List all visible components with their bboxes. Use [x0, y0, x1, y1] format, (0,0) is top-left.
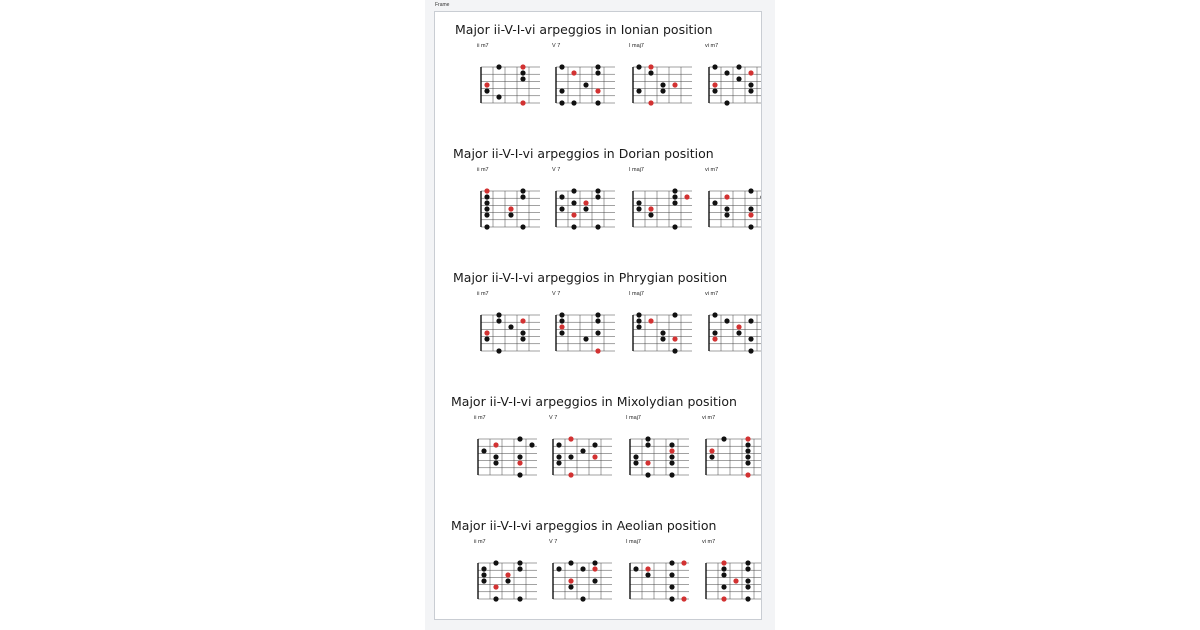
note-dot [636, 88, 641, 93]
root-note-dot [736, 324, 741, 329]
chord-label: vi m7 [702, 539, 716, 545]
note-dot [496, 64, 501, 69]
note-dot [505, 578, 510, 583]
root-note-dot [681, 596, 686, 601]
note-dot [724, 70, 729, 75]
note-dot [633, 566, 638, 571]
note-dot [748, 82, 753, 87]
note-dot [484, 336, 489, 341]
chord-label: I maj7 [626, 539, 641, 545]
root-note-dot [733, 578, 738, 583]
note-dot [481, 578, 486, 583]
note-dot [595, 194, 600, 199]
note-dot [493, 454, 498, 459]
note-dot [520, 70, 525, 75]
note-dot [636, 200, 641, 205]
note-dot [481, 566, 486, 571]
root-note-dot [592, 566, 597, 571]
root-note-dot [520, 318, 525, 323]
note-dot [724, 212, 729, 217]
fretboard-svg [473, 433, 537, 479]
note-dot [556, 454, 561, 459]
chord-label: ii m7 [474, 539, 486, 545]
fretboard-svg [704, 61, 762, 107]
fretboard-svg [473, 557, 537, 603]
fretboard-svg [548, 557, 612, 603]
note-dot [559, 88, 564, 93]
note-dot [709, 454, 714, 459]
root-note-dot [672, 82, 677, 87]
root-note-dot [669, 448, 674, 453]
note-dot [672, 312, 677, 317]
root-note-dot [595, 88, 600, 93]
note-dot [669, 454, 674, 459]
note-dot [517, 560, 522, 565]
fretboard-svg [625, 557, 689, 603]
note-dot [745, 578, 750, 583]
note-dot [736, 76, 741, 81]
fretboard-svg [704, 185, 762, 231]
root-note-dot [493, 442, 498, 447]
note-dot [669, 472, 674, 477]
note-dot [660, 82, 665, 87]
fretboard-svg [551, 309, 615, 355]
chord-label: V 7 [549, 539, 558, 545]
chord-label: ii m7 [477, 43, 489, 49]
note-dot [595, 64, 600, 69]
chord-label: ii m7 [477, 167, 489, 173]
root-note-dot [721, 560, 726, 565]
note-dot [745, 596, 750, 601]
root-note-dot [648, 64, 653, 69]
section-title: Major ii-V-I-vi arpeggios in Dorian position [453, 146, 714, 161]
fretboard-svg [551, 185, 615, 231]
fretboard-diagram [628, 309, 688, 354]
note-dot [484, 194, 489, 199]
note-dot [669, 460, 674, 465]
fretboard-svg [625, 433, 689, 479]
note-dot [636, 312, 641, 317]
note-dot [745, 566, 750, 571]
fretboard-diagram [473, 557, 533, 602]
root-note-dot [484, 82, 489, 87]
note-dot [724, 318, 729, 323]
note-dot [669, 572, 674, 577]
note-dot [559, 194, 564, 199]
note-dot [517, 472, 522, 477]
note-dot [724, 206, 729, 211]
note-dot [721, 584, 726, 589]
note-dot [645, 572, 650, 577]
note-dot [520, 336, 525, 341]
root-note-dot [568, 578, 573, 583]
fretboard-svg [701, 557, 762, 603]
note-dot [520, 330, 525, 335]
note-dot [592, 442, 597, 447]
note-dot [669, 560, 674, 565]
note-dot [748, 206, 753, 211]
fretboard-diagram [704, 185, 762, 230]
root-note-dot [645, 566, 650, 571]
note-dot [660, 330, 665, 335]
fretboard-diagram [548, 433, 608, 478]
fretboard-diagram [476, 61, 536, 106]
root-note-dot [648, 206, 653, 211]
note-dot [669, 584, 674, 589]
fretboard-svg [476, 61, 540, 107]
root-note-dot [592, 454, 597, 459]
fretboard-diagram [473, 433, 533, 478]
note-dot [496, 94, 501, 99]
note-dot [520, 188, 525, 193]
fretboard-diagram [625, 557, 685, 602]
chord-label: I maj7 [629, 43, 644, 49]
chord-label: V 7 [549, 415, 558, 421]
note-dot [493, 560, 498, 565]
note-dot [745, 584, 750, 589]
note-dot [583, 82, 588, 87]
note-dot [748, 348, 753, 353]
note-dot [745, 560, 750, 565]
root-note-dot [508, 206, 513, 211]
note-dot [748, 318, 753, 323]
chord-label: I maj7 [629, 291, 644, 297]
note-dot [508, 324, 513, 329]
fretboard-diagram [704, 309, 762, 354]
note-dot [736, 64, 741, 69]
fretboard-diagram [628, 185, 688, 230]
note-dot [517, 454, 522, 459]
note-dot [748, 336, 753, 341]
chord-label: V 7 [552, 167, 561, 173]
section-title: Major ii-V-I-vi arpeggios in Ionian position [455, 22, 713, 37]
note-dot [636, 318, 641, 323]
fretboard-svg [628, 185, 692, 231]
note-dot [745, 460, 750, 465]
note-dot [595, 70, 600, 75]
note-dot [493, 460, 498, 465]
root-note-dot [559, 324, 564, 329]
note-dot [595, 224, 600, 229]
note-dot [484, 200, 489, 205]
note-dot [559, 64, 564, 69]
root-note-dot [721, 596, 726, 601]
note-dot [721, 566, 726, 571]
root-note-dot [568, 472, 573, 477]
note-dot [745, 442, 750, 447]
note-dot [571, 200, 576, 205]
note-dot [571, 224, 576, 229]
note-dot [517, 566, 522, 571]
chord-label: I maj7 [626, 415, 641, 421]
note-dot [583, 336, 588, 341]
fretboard-svg [476, 185, 540, 231]
root-note-dot [748, 70, 753, 75]
chord-label: vi m7 [705, 167, 719, 173]
note-dot [648, 70, 653, 75]
note-dot [508, 212, 513, 217]
note-dot [721, 436, 726, 441]
root-note-dot [745, 436, 750, 441]
note-dot [672, 200, 677, 205]
root-note-dot [505, 572, 510, 577]
root-note-dot [645, 460, 650, 465]
note-dot [517, 436, 522, 441]
fretboard-svg [628, 309, 692, 355]
note-dot [481, 572, 486, 577]
note-dot [559, 318, 564, 323]
root-note-dot [745, 472, 750, 477]
root-note-dot [684, 194, 689, 199]
note-dot [559, 206, 564, 211]
note-dot [484, 206, 489, 211]
fretboard-diagram [701, 557, 761, 602]
fretboard-diagram [476, 309, 536, 354]
root-note-dot [571, 70, 576, 75]
note-dot [636, 324, 641, 329]
root-note-dot [709, 448, 714, 453]
note-dot [496, 318, 501, 323]
note-dot [568, 584, 573, 589]
fretboard-diagram [551, 309, 611, 354]
chord-label: V 7 [552, 291, 561, 297]
fretboard-svg [701, 433, 762, 479]
note-dot [633, 460, 638, 465]
root-note-dot [724, 194, 729, 199]
chord-label: vi m7 [705, 291, 719, 297]
fretboard-svg [628, 61, 692, 107]
note-dot [583, 206, 588, 211]
chord-label: I maj7 [629, 167, 644, 173]
frame-label: Frame [435, 2, 450, 8]
root-note-dot [583, 200, 588, 205]
fretboard-diagram [625, 433, 685, 478]
fretboard-svg [704, 309, 762, 355]
fretboard-svg [548, 433, 612, 479]
chord-label: ii m7 [474, 415, 486, 421]
root-note-dot [748, 212, 753, 217]
note-dot [556, 442, 561, 447]
section-title: Major ii-V-I-vi arpeggios in Aeolian position [451, 518, 717, 533]
section-title: Major ii-V-I-vi arpeggios in Mixolydian position [451, 394, 737, 409]
note-dot [580, 448, 585, 453]
note-dot [559, 312, 564, 317]
note-dot [568, 560, 573, 565]
note-dot [760, 194, 762, 199]
note-dot [559, 330, 564, 335]
note-dot [712, 312, 717, 317]
note-dot [571, 188, 576, 193]
note-dot [748, 224, 753, 229]
note-dot [517, 596, 522, 601]
root-note-dot [672, 336, 677, 341]
note-dot [484, 224, 489, 229]
note-dot [520, 194, 525, 199]
note-dot [592, 578, 597, 583]
note-dot [712, 64, 717, 69]
note-dot [672, 224, 677, 229]
note-dot [592, 560, 597, 565]
root-note-dot [484, 330, 489, 335]
note-dot [595, 330, 600, 335]
root-note-dot [712, 336, 717, 341]
note-dot [660, 88, 665, 93]
note-dot [496, 348, 501, 353]
root-note-dot [712, 82, 717, 87]
root-note-dot [493, 584, 498, 589]
note-dot [745, 448, 750, 453]
note-dot [736, 330, 741, 335]
note-dot [595, 100, 600, 105]
root-note-dot [648, 318, 653, 323]
note-dot [595, 312, 600, 317]
note-dot [595, 188, 600, 193]
note-dot [660, 336, 665, 341]
note-dot [645, 436, 650, 441]
chord-label: ii m7 [477, 291, 489, 297]
note-dot [568, 454, 573, 459]
note-dot [669, 596, 674, 601]
fretboard-svg [476, 309, 540, 355]
note-dot [520, 76, 525, 81]
frame[interactable] [434, 11, 762, 620]
note-dot [556, 566, 561, 571]
note-dot [633, 454, 638, 459]
root-note-dot [595, 348, 600, 353]
root-note-dot [568, 436, 573, 441]
note-dot [580, 566, 585, 571]
note-dot [484, 212, 489, 217]
note-dot [748, 188, 753, 193]
note-dot [648, 212, 653, 217]
root-note-dot [681, 560, 686, 565]
note-dot [672, 188, 677, 193]
fretboard-svg [551, 61, 615, 107]
note-dot [481, 448, 486, 453]
root-note-dot [484, 188, 489, 193]
root-note-dot [571, 212, 576, 217]
fretboard-diagram [704, 61, 762, 106]
note-dot [571, 100, 576, 105]
note-dot [745, 454, 750, 459]
note-dot [645, 472, 650, 477]
note-dot [580, 596, 585, 601]
note-dot [721, 572, 726, 577]
note-dot [496, 312, 501, 317]
note-dot [669, 442, 674, 447]
note-dot [712, 330, 717, 335]
note-dot [636, 64, 641, 69]
chord-label: vi m7 [702, 415, 716, 421]
root-note-dot [520, 64, 525, 69]
note-dot [493, 596, 498, 601]
note-dot [636, 206, 641, 211]
note-dot [529, 442, 534, 447]
fretboard-diagram [551, 185, 611, 230]
chord-label: vi m7 [705, 43, 719, 49]
fretboard-diagram [551, 61, 611, 106]
note-dot [724, 100, 729, 105]
note-dot [712, 200, 717, 205]
note-dot [520, 224, 525, 229]
root-note-dot [648, 100, 653, 105]
fretboard-diagram [548, 557, 608, 602]
root-note-dot [517, 460, 522, 465]
note-dot [748, 88, 753, 93]
fretboard-diagram [476, 185, 536, 230]
section-title: Major ii-V-I-vi arpeggios in Phrygian position [453, 270, 728, 285]
note-dot [559, 100, 564, 105]
note-dot [645, 442, 650, 447]
fretboard-diagram [701, 433, 761, 478]
note-dot [712, 88, 717, 93]
note-dot [484, 88, 489, 93]
root-note-dot [520, 100, 525, 105]
note-dot [672, 348, 677, 353]
note-dot [595, 318, 600, 323]
note-dot [672, 194, 677, 199]
fretboard-diagram [628, 61, 688, 106]
chord-label: V 7 [552, 43, 561, 49]
note-dot [556, 460, 561, 465]
